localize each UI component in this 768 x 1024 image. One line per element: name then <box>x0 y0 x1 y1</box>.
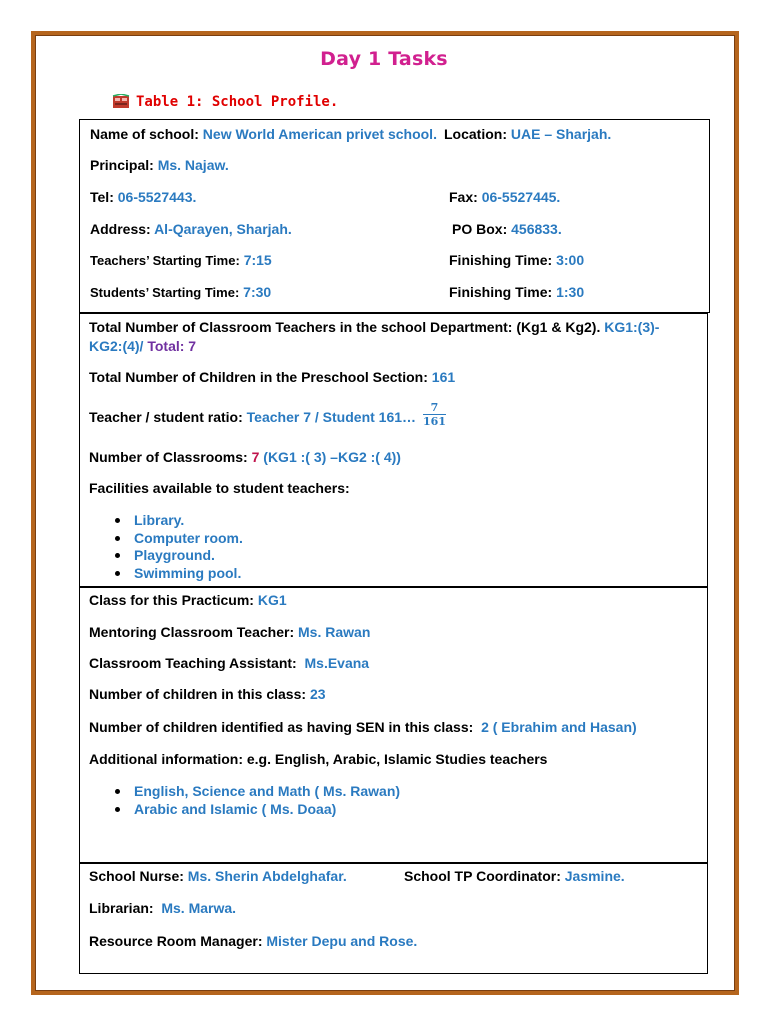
teachers-finish-value: 3:00 <box>556 252 585 268</box>
table-caption <box>112 94 338 110</box>
school-name-row: Name of school: New World American privet school. <box>90 126 437 142</box>
children-total-row: Total Number of Children in the Preschool Section: 161 <box>89 369 456 385</box>
coordinator-row: School TP Coordinator: Jasmine. <box>404 868 625 884</box>
teachers-total-value: Total: 7 <box>147 338 197 354</box>
students-finish-row: Finishing Time: 1:30 <box>449 284 585 300</box>
additional-heading: Additional information: e.g. English, Arabic, Islamic Studies teachers <box>89 751 548 767</box>
classrooms-detail: (KG1 :( 3) –KG2 :( 4)) <box>263 449 401 465</box>
class-children-row: Number of children in this class: 23 <box>89 686 326 702</box>
assistant-value: Ms.Evana <box>304 655 370 671</box>
address-row: Address: Al-Qarayen, Sharjah. <box>90 221 292 237</box>
teachers-start-value: 7:15 <box>243 252 272 268</box>
pobox-value: 456833. <box>511 221 562 237</box>
children-total-value: 161 <box>431 369 456 385</box>
students-start-value: 7:30 <box>243 284 272 300</box>
resource-value: Mister Depu and Rose. <box>266 933 418 949</box>
list-item: Swimming pool. <box>110 565 243 583</box>
location-row: Location: UAE – Sharjah. <box>444 126 612 142</box>
principal-value: Ms. Najaw. <box>157 157 229 173</box>
tel-row: Tel: 06-5527443. <box>90 189 197 205</box>
teachers-finish-row: Finishing Time: 3:00 <box>449 252 585 268</box>
list-item: English, Science and Math ( Ms. Rawan) <box>110 783 400 801</box>
teachers-start-row: Teachers’ Starting Time: 7:15 <box>90 252 272 268</box>
location-value: UAE – Sharjah. <box>510 126 612 142</box>
list-item: Computer room. <box>110 530 243 548</box>
list-item: Library. <box>110 512 243 530</box>
ratio-fraction: $\frac{7}{161}$ <box>423 401 446 428</box>
table-caption-text: Table 1: School Profile. <box>136 94 339 110</box>
staff-box <box>79 863 708 974</box>
resource-row: Resource Room Manager: Mister Depu and Rose. <box>89 933 418 949</box>
teachers-total-row: Total Number of Classroom Teachers in the school Department: (Kg1 & Kg2). KG1:(3)- <box>89 319 660 335</box>
fax-value: 06-5527445. <box>481 189 561 205</box>
students-start-row: Students’ Starting Time: 7:30 <box>90 284 272 300</box>
ratio-value: Teacher 7 / Student 161… <box>246 409 417 425</box>
teachers-list <box>110 783 400 818</box>
address-value: Al-Qarayen, Sharjah. <box>154 221 292 237</box>
list-item: Arabic and Islamic ( Ms. Doaa) <box>110 801 400 819</box>
class-value: KG1 <box>257 592 287 608</box>
principal-row: Principal: Ms. Najaw. <box>90 157 229 173</box>
tel-value: 06-5527443. <box>117 189 197 205</box>
nurse-value: Ms. Sherin Abdelghafar. <box>187 868 347 884</box>
mentor-row: Mentoring Classroom Teacher: Ms. Rawan <box>89 624 371 640</box>
school-name-value: New World American privet school. <box>202 126 437 142</box>
coordinator-value: Jasmine. <box>564 868 625 884</box>
assistant-row: Classroom Teaching Assistant: Ms.Evana <box>89 655 370 671</box>
sen-value: 2 ( Ebrahim and Hasan) <box>481 719 637 735</box>
classrooms-count: 7 <box>251 449 260 465</box>
pobox-row: PO Box: 456833. <box>452 221 562 237</box>
class-children-value: 23 <box>309 686 326 702</box>
sen-row: Number of children identified as having SEN in this class: 2 ( Ebrahim and Hasan) <box>89 719 637 735</box>
mentor-value: Ms. Rawan <box>298 624 371 640</box>
facilities-heading: Facilities available to student teachers: <box>89 480 350 496</box>
nurse-row: School Nurse: Ms. Sherin Abdelghafar. <box>89 868 347 884</box>
page-title: Day 1 Tasks <box>320 48 448 70</box>
book-icon <box>112 94 130 110</box>
librarian-row: Librarian: Ms. Marwa. <box>89 900 237 916</box>
classrooms-row: Number of Classrooms: 7 (KG1 :( 3) –KG2 :( 4)) <box>89 449 401 465</box>
facilities-list <box>110 512 243 582</box>
class-info-box <box>79 587 708 863</box>
teachers-total-row-2: KG2:(4)/ Total: 7 <box>89 338 197 354</box>
ratio-row: Teacher / student ratio: Teacher 7 / Student 161… <box>89 409 417 425</box>
school-profile-box <box>79 119 710 313</box>
librarian-value: Ms. Marwa. <box>161 900 237 916</box>
fax-row: Fax: 06-5527445. <box>449 189 561 205</box>
class-row: Class for this Practicum: KG1 <box>89 592 287 608</box>
list-item: Playground. <box>110 547 243 565</box>
section-box <box>79 313 708 587</box>
students-finish-value: 1:30 <box>556 284 585 300</box>
